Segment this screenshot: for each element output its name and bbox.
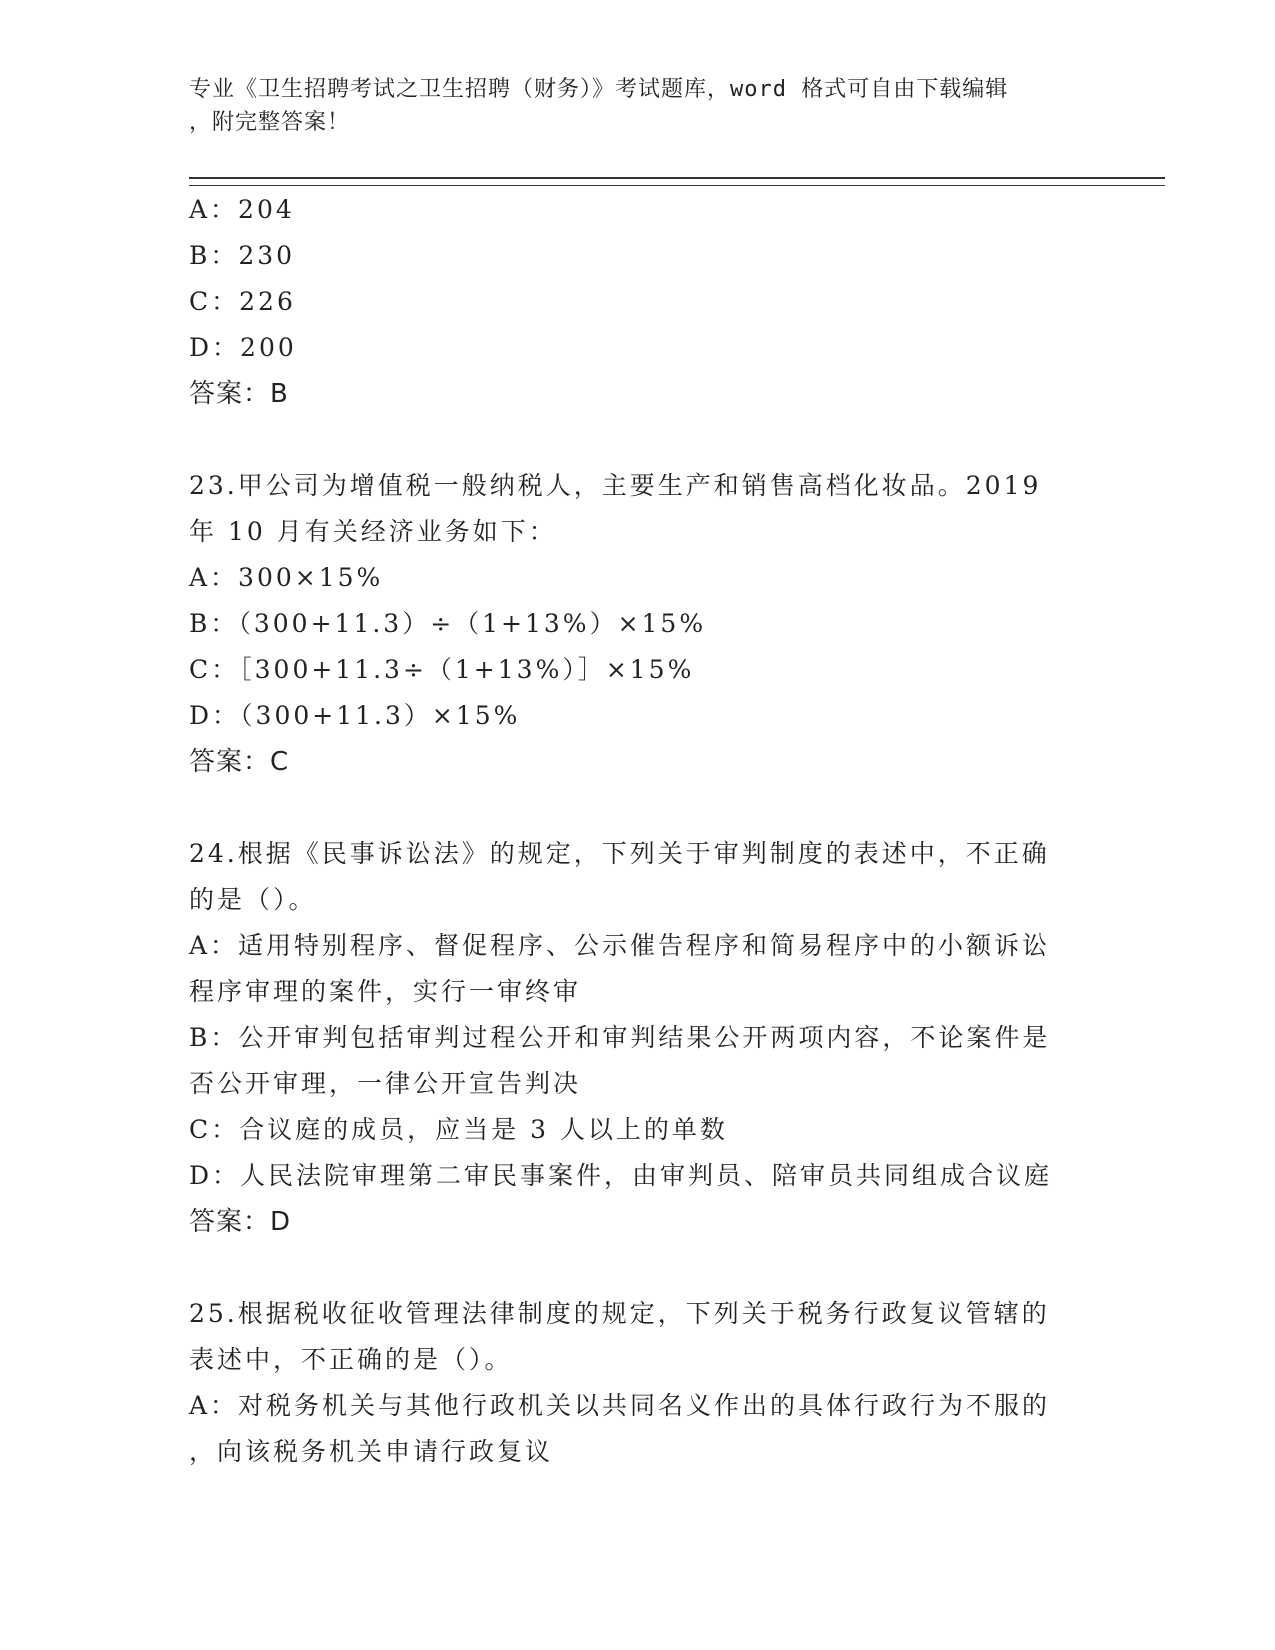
question-stem: 年 10 月有关经济业务如下： [189, 517, 557, 546]
header-divider [189, 177, 1165, 186]
option-a: A：适用特别程序、督促程序、公示催告程序和简易程序中的小额诉讼 [189, 931, 1051, 960]
option-a: A：300×15% [189, 563, 384, 592]
answer: 答案：C [189, 747, 290, 777]
question-24 [189, 831, 1079, 1245]
option-b: B：公开审判包括审判过程公开和审判结果公开两项内容，不论案件是 [189, 1023, 1051, 1052]
option-c: C：［300+11.3÷（1+13%）］×15% [189, 655, 695, 684]
option-c: C：226 [189, 287, 296, 316]
question-list [189, 187, 1079, 1475]
question-25 [189, 1291, 1079, 1475]
question-23 [189, 463, 1079, 785]
option-a: A：204 [189, 195, 295, 224]
question-stem: 25.根据税收征收管理法律制度的规定，下列关于税务行政复议管辖的 [189, 1299, 1050, 1328]
header-line-1: 专业《卫生招聘考试之卫生招聘（财务）》考试题库，word 格式可自由下载编辑 [189, 77, 1009, 102]
document-header [189, 73, 1089, 139]
option-d: D：人民法院审理第二审民事案件，由审判员、陪审员共同组成合议庭 [189, 1161, 1053, 1190]
question-stem: 24.根据《民事诉讼法》的规定，下列关于审判制度的表述中，不正确 [189, 839, 1050, 868]
option-a: A：对税务机关与其他行政机关以共同名义作出的具体行政行为不服的 [189, 1391, 1051, 1420]
option-b: B：（300+11.3）÷（1+13%）×15% [189, 609, 707, 638]
spacer [189, 1245, 1079, 1291]
answer: 答案：D [189, 1207, 292, 1237]
question-stem: 表述中，不正确的是（）。 [189, 1345, 513, 1374]
option-c: C：合议庭的成员，应当是 3 人以上的单数 [189, 1115, 728, 1144]
option-b-cont: 否公开审理，一律公开宣告判决 [189, 1069, 582, 1098]
spacer [189, 785, 1079, 831]
option-a-cont: ，向该税务机关申请行政复议 [189, 1437, 554, 1466]
spacer [189, 417, 1079, 463]
option-b: B：230 [189, 241, 296, 270]
option-d: D：200 [189, 333, 297, 362]
question-stem: 23.甲公司为增值税一般纳税人，主要生产和销售高档化妆品。2019 [189, 471, 1042, 500]
answer: 答案：B [189, 379, 289, 409]
question-stem: 的是（）。 [189, 885, 317, 914]
question-22 [189, 187, 1079, 417]
option-a-cont: 程序审理的案件，实行一审终审 [189, 977, 582, 1006]
header-line-2: ，附完整答案！ [189, 110, 351, 135]
option-d: D：（300+11.3）×15% [189, 701, 521, 730]
